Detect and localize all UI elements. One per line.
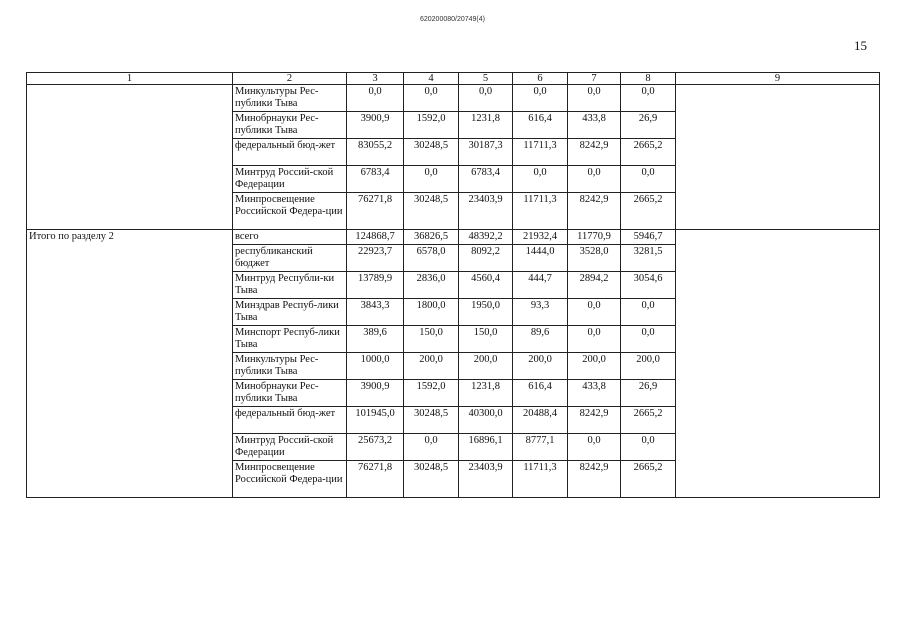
row-name: Минобрнауки Рес-публики Тыва [233,112,347,139]
page-number: 15 [854,38,867,53]
value-cell: 101945,0 [347,407,404,434]
value-cell: 3843,3 [347,299,404,326]
value-cell: 83055,2 [347,139,404,166]
value-cell: 200,0 [459,353,513,380]
value-cell: 0,0 [404,85,459,112]
value-cell: 11770,9 [568,230,621,245]
value-cell: 25673,2 [347,434,404,461]
row-name: Минздрав Респуб-лики Тыва [233,299,347,326]
value-cell: 200,0 [568,353,621,380]
value-cell: 13789,9 [347,272,404,299]
value-cell: 433,8 [568,112,621,139]
value-cell: 23403,9 [459,193,513,230]
column-9-cell [676,230,880,498]
column-header: 3 [347,73,404,85]
value-cell: 2665,2 [621,139,676,166]
value-cell: 0,0 [568,85,621,112]
column-header: 6 [513,73,568,85]
value-cell: 3900,9 [347,112,404,139]
value-cell: 5946,7 [621,230,676,245]
value-cell: 30248,5 [404,193,459,230]
value-cell: 616,4 [513,112,568,139]
value-cell: 36826,5 [404,230,459,245]
value-cell: 76271,8 [347,193,404,230]
value-cell: 1000,0 [347,353,404,380]
value-cell: 200,0 [621,353,676,380]
row-name: Минтруд Россий-ской Федерации [233,166,347,193]
row-name: Минспорт Респуб-лики Тыва [233,326,347,353]
value-cell: 150,0 [459,326,513,353]
value-cell: 0,0 [347,85,404,112]
value-cell: 0,0 [404,434,459,461]
value-cell: 1231,8 [459,112,513,139]
row-name: республиканский бюджет [233,245,347,272]
value-cell: 0,0 [621,299,676,326]
value-cell: 30248,5 [404,461,459,498]
value-cell: 1950,0 [459,299,513,326]
document-code: 620200080/20749(4) [419,16,485,23]
value-cell: 8092,2 [459,245,513,272]
value-cell: 8242,9 [568,193,621,230]
value-cell: 0,0 [568,326,621,353]
row-name: федеральный бюд-жет [233,407,347,434]
row-name: Минтруд Россий-ской Федерации [233,434,347,461]
value-cell: 8242,9 [568,407,621,434]
value-cell: 200,0 [404,353,459,380]
value-cell: 444,7 [513,272,568,299]
row-name: Минкультуры Рес-публики Тыва [233,85,347,112]
value-cell: 8242,9 [568,139,621,166]
value-cell: 20488,4 [513,407,568,434]
value-cell: 6783,4 [347,166,404,193]
value-cell: 1444,0 [513,245,568,272]
value-cell: 0,0 [513,85,568,112]
value-cell: 2894,2 [568,272,621,299]
value-cell: 6578,0 [404,245,459,272]
column-header: 9 [676,73,880,85]
row-name: Минпросвещение Российской Федера-ции [233,461,347,498]
value-cell: 389,6 [347,326,404,353]
column-header: 2 [233,73,347,85]
value-cell: 4560,4 [459,272,513,299]
value-cell: 124868,7 [347,230,404,245]
value-cell: 616,4 [513,380,568,407]
budget-table [26,72,880,498]
value-cell: 26,9 [621,380,676,407]
row-name: всего [233,230,347,245]
value-cell: 3281,5 [621,245,676,272]
value-cell: 2665,2 [621,193,676,230]
value-cell: 3054,6 [621,272,676,299]
value-cell: 11711,3 [513,139,568,166]
value-cell: 48392,2 [459,230,513,245]
value-cell: 1800,0 [404,299,459,326]
column-9-cell [676,85,880,230]
value-cell: 8777,1 [513,434,568,461]
value-cell: 0,0 [568,434,621,461]
value-cell: 0,0 [404,166,459,193]
value-cell: 2665,2 [621,461,676,498]
value-cell: 1592,0 [404,112,459,139]
value-cell: 93,3 [513,299,568,326]
value-cell: 89,6 [513,326,568,353]
table-row [27,85,880,112]
value-cell: 16896,1 [459,434,513,461]
value-cell: 0,0 [459,85,513,112]
budget-table-body [27,73,880,498]
value-cell: 433,8 [568,380,621,407]
section-label: Итого по разделу 2 [27,230,233,498]
value-cell: 26,9 [621,112,676,139]
row-name: федеральный бюд-жет [233,139,347,166]
value-cell: 0,0 [568,166,621,193]
value-cell: 22923,7 [347,245,404,272]
column-header-row [27,73,880,85]
value-cell: 30248,5 [404,139,459,166]
value-cell: 200,0 [513,353,568,380]
value-cell: 0,0 [621,85,676,112]
value-cell: 40300,0 [459,407,513,434]
table-row [27,230,880,245]
column-header: 8 [621,73,676,85]
value-cell: 6783,4 [459,166,513,193]
value-cell: 11711,3 [513,193,568,230]
value-cell: 2836,0 [404,272,459,299]
section-label [27,85,233,230]
column-header: 7 [568,73,621,85]
value-cell: 0,0 [621,166,676,193]
value-cell: 0,0 [621,434,676,461]
value-cell: 30187,3 [459,139,513,166]
row-name: Минпросвещение Российской Федера-ции [233,193,347,230]
value-cell: 0,0 [621,326,676,353]
column-header: 1 [27,73,233,85]
row-name: Минкультуры Рес-публики Тыва [233,353,347,380]
column-header: 4 [404,73,459,85]
value-cell: 11711,3 [513,461,568,498]
value-cell: 2665,2 [621,407,676,434]
row-name: Минтруд Республи-ки Тыва [233,272,347,299]
value-cell: 1592,0 [404,380,459,407]
value-cell: 1231,8 [459,380,513,407]
value-cell: 150,0 [404,326,459,353]
value-cell: 76271,8 [347,461,404,498]
value-cell: 3900,9 [347,380,404,407]
value-cell: 21932,4 [513,230,568,245]
value-cell: 8242,9 [568,461,621,498]
column-header: 5 [459,73,513,85]
value-cell: 30248,5 [404,407,459,434]
value-cell: 0,0 [513,166,568,193]
row-name: Минобрнауки Рес-публики Тыва [233,380,347,407]
value-cell: 3528,0 [568,245,621,272]
value-cell: 23403,9 [459,461,513,498]
value-cell: 0,0 [568,299,621,326]
